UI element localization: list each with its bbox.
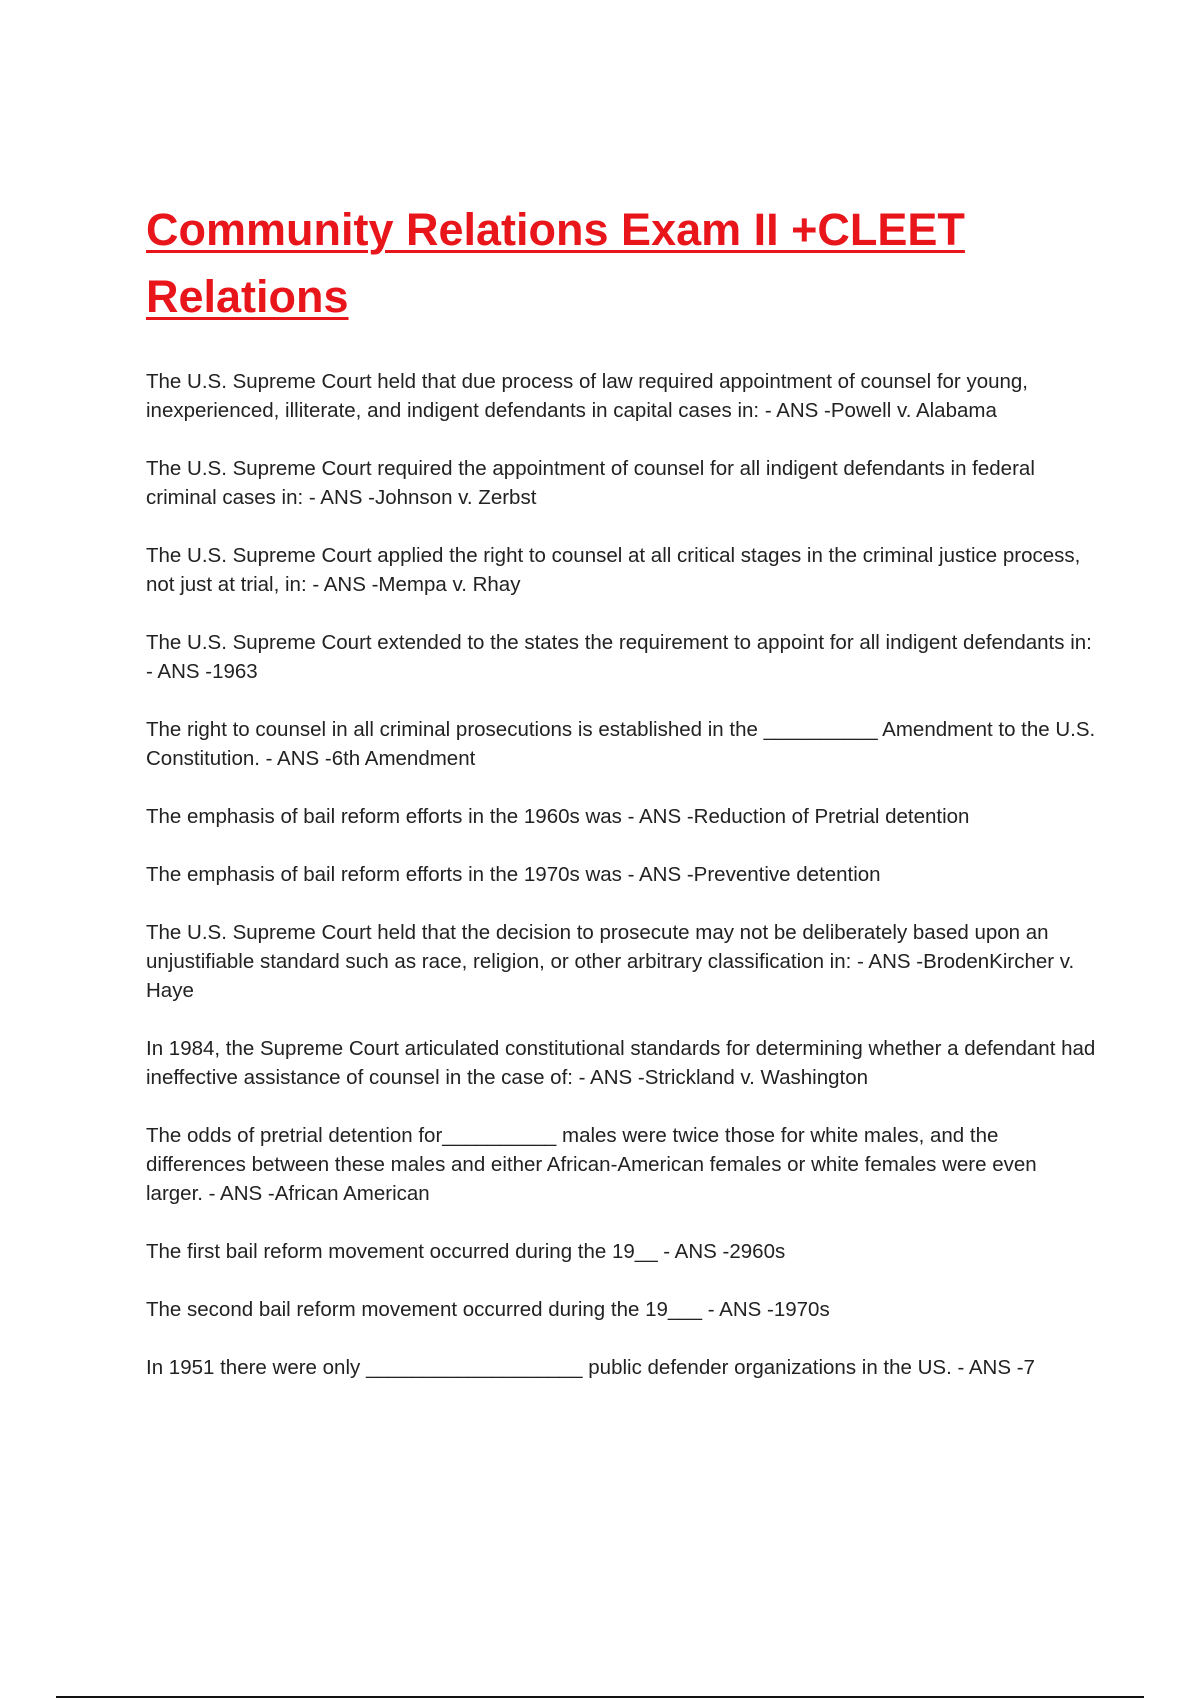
qa-item-2: The U.S. Supreme Court required the appointment of counsel for all indigent defendants in federal criminal cases in: - ANS -Johnson v. Zerbst <box>146 457 1035 509</box>
qa-item-4: The U.S. Supreme Court extended to the states the requirement to appoint for all indigent defendants in: - ANS -1963 <box>146 631 1092 683</box>
qa-item-3: The U.S. Supreme Court applied the right to counsel at all critical stages in the criminal justice process, not just at trial, in: - ANS -Mempa v. Rhay <box>146 544 1081 596</box>
document-title: Community Relations Exam II +CLEET Relations <box>146 204 965 322</box>
footer-divider <box>56 1696 1144 1698</box>
qa-item-12: The second bail reform movement occurred during the 19___ - ANS -1970s <box>146 1298 830 1321</box>
qa-item-10: The odds of pretrial detention for__________ males were twice those for white males, and the differences between these males and either African-American females or white females were even larger. - ANS -African American <box>146 1124 1037 1205</box>
qa-item-1: The U.S. Supreme Court held that due process of law required appointment of counsel for young, inexperienced, illiterate, and indigent defendants in capital cases in: - ANS -Powell v. Alabama <box>146 370 1029 422</box>
qa-item-11: The first bail reform movement occurred during the 19__ - ANS -2960s <box>146 1240 786 1263</box>
qa-item-13: In 1951 there were only ___________________ public defender organizations in the US. - ANS -7 <box>146 1356 1035 1379</box>
qa-item-9: In 1984, the Supreme Court articulated constitutional standards for determining whether a defendant had ineffective assistance of counsel in the case of: - ANS -Strickland v. Washington <box>146 1037 1096 1089</box>
qa-item-7: The emphasis of bail reform efforts in the 1970s was - ANS -Preventive detention <box>146 863 881 886</box>
qa-item-6: The emphasis of bail reform efforts in the 1960s was - ANS -Reduction of Pretrial detention <box>146 805 970 828</box>
qa-item-5: The right to counsel in all criminal prosecutions is established in the __________ Amendment to the U.S. Constitution. - ANS -6th Amendment <box>146 718 1096 770</box>
qa-list <box>146 367 1096 1411</box>
qa-item-8: The U.S. Supreme Court held that the decision to prosecute may not be deliberately based upon an unjustifiable standard such as race, religion, or other arbitrary classification in: - ANS -BrodenKircher v. Haye <box>146 921 1075 1002</box>
